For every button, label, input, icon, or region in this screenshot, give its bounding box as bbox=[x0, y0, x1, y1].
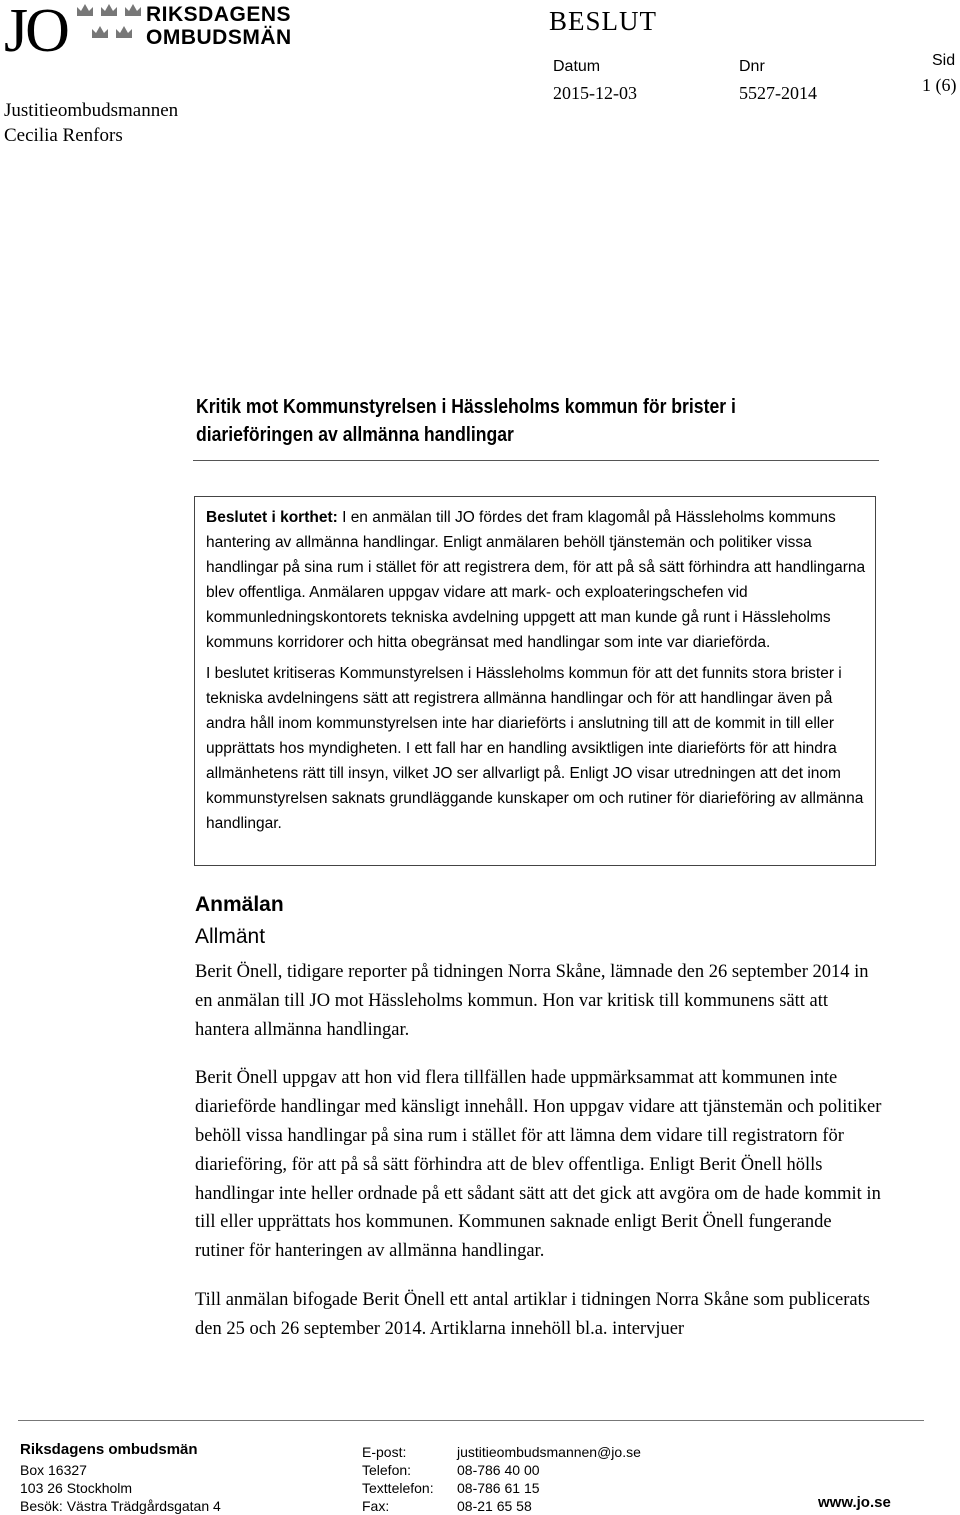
title-divider bbox=[193, 460, 879, 461]
footer-address bbox=[20, 1461, 221, 1515]
body-paragraph: Till anmälan bifogade Berit Önell ett antal artiklar i tidningen Norra Skåne som publicerats den 25 och 26 september 2014. Artiklarna innehöll bl.a. intervjuer bbox=[195, 1289, 870, 1339]
telefon-label: Telefon: bbox=[362, 1462, 412, 1478]
official: Cecilia Renfors bbox=[4, 125, 123, 146]
summary-p1: I en anmälan till JO fördes det fram klagomål på Hässleholms kommuns hantering av allmänna handlingar. Enligt anmälaren behöll tjänstemän och politiker vissa handlingar på sina rum i stället för att registrera dem, för att på så sätt förhindra att handlingarna blev offentliga. Anmälaren uppgav vidare att mark- och exploateringschefen vid kommunledningskontorets tekniska avdelning uppgett att man kunde gå runt i Hässleholms kommuns korridorer och hitta obegränsat med handlingar som inte var diarieförda. bbox=[206, 509, 866, 651]
sid-value: 1 (6) bbox=[922, 75, 957, 95]
texttelefon-value: 08-786 61 15 bbox=[457, 1480, 540, 1496]
doc-type: BESLUT bbox=[549, 6, 658, 36]
summary-paragraph-1 bbox=[206, 505, 874, 655]
sid-label: Sid bbox=[932, 52, 956, 69]
datum-label: Datum bbox=[553, 58, 601, 75]
crown-icon bbox=[91, 24, 109, 40]
website-link[interactable]: www.jo.se bbox=[818, 1494, 891, 1511]
footer-visit: Besök: Västra Trädgårdsgatan 4 bbox=[20, 1498, 221, 1514]
crown-row-lower bbox=[91, 24, 139, 45]
dnr-label: Dnr bbox=[739, 58, 765, 75]
crown-row bbox=[76, 2, 148, 23]
footer-city: 103 26 Stockholm bbox=[20, 1480, 133, 1496]
crown-icon bbox=[124, 2, 142, 18]
org-name-line2: OMBUDSMÄN bbox=[146, 26, 292, 49]
footer-box: Box 16327 bbox=[20, 1462, 87, 1478]
body-paragraph: Berit Önell, tidigare reporter på tidningen Norra Skåne, lämnade den 26 september 2014 in en anmälan till JO mot Hässleholms kommun. Hon var kritisk till kommunens sätt att hantera allmänna handlingar. bbox=[195, 962, 869, 1040]
department: Justitieombudsmannen bbox=[4, 100, 179, 121]
logo-mark: JO bbox=[4, 0, 67, 65]
crown-icon bbox=[115, 24, 133, 40]
epost-label: E-post: bbox=[362, 1444, 407, 1460]
section-subheading: Allmänt bbox=[195, 925, 266, 948]
body-paragraph: Berit Önell uppgav att hon vid flera tillfällen hade uppmärksammat att kommunen inte diarieförde handlingar med känsligt innehåll. Hon uppgav vidare att tjänstemän och politiker behöll vissa handlingar på sina rum i stället för att lämna dem vidare till registratorn för diarieföring, för att på så sätt förhindra att de blev offentliga. Enligt Berit Önell hölls handlingar inte heller ordnade på ett sådant sätt att det gick att avgöra om de hade kommit in till eller upprättats hos kommunen. Kommunen saknade enligt Berit Önell fungerande rutiner för hanteringen av allmänna handlingar. bbox=[195, 1068, 882, 1262]
fax-value: 08-21 65 58 bbox=[457, 1498, 532, 1514]
summary-lead-label: Beslutet i korthet: bbox=[206, 509, 338, 526]
footer-contact-labels bbox=[362, 1443, 434, 1515]
org-name-line1: RIKSDAGENS bbox=[146, 3, 292, 26]
dnr-value: 5527-2014 bbox=[739, 83, 817, 103]
crown-icon bbox=[100, 2, 118, 18]
section-heading: Anmälan bbox=[195, 893, 284, 916]
telefon-value: 08-786 40 00 bbox=[457, 1462, 540, 1478]
summary-paragraph-2: I beslutet kritiseras Kommunstyrelsen i Hässleholms kommun för att det funnits stora brister i tekniska avdelningens sätt att registrera allmänna handlingar och för att handlingar även på andra håll inom kommunstyrelsen inte har diarieförts i anslutning till att de kommit in till eller upprättats hos myndigheten. I ett fall har en handling avsiktligen inte diarieförts för att hindra allmänhetens rätt till insyn, vilket JO ser allvarligt på. Enligt JO visar utredningen att det inom kommunstyrelsen saknats grundläggande kunskaper om och rutiner för diarieföring av allmänna handlingar. bbox=[206, 665, 864, 832]
department-block bbox=[4, 98, 178, 148]
footer-contact-values bbox=[457, 1443, 641, 1515]
body-text bbox=[195, 958, 885, 1364]
texttelefon-label: Texttelefon: bbox=[362, 1480, 434, 1496]
datum-value: 2015-12-03 bbox=[553, 83, 637, 103]
footer-divider bbox=[18, 1420, 924, 1421]
document-title: Kritik mot Kommunstyrelsen i Hässleholms kommun för brister i diarieföringen av allmänna handlingar bbox=[196, 396, 736, 446]
summary-text bbox=[206, 505, 874, 842]
fax-label: Fax: bbox=[362, 1498, 390, 1514]
epost-value[interactable]: justitieombudsmannen@jo.se bbox=[457, 1444, 641, 1460]
footer-org: Riksdagens ombudsmän bbox=[20, 1441, 198, 1458]
crown-icon bbox=[76, 2, 94, 18]
